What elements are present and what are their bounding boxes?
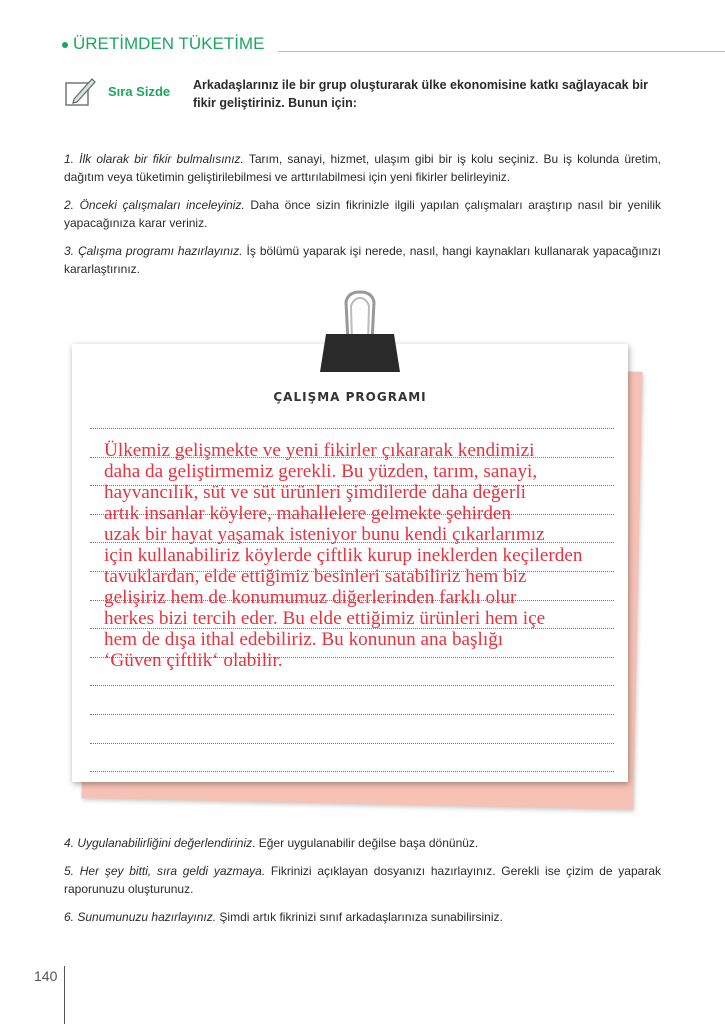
step-lead: 3. Çalışma programı hazırlayınız.: [64, 244, 243, 258]
step-3: [64, 242, 661, 278]
handwriting-line: herkes bizi tercih eder. Bu elde ettiğimiz ürünleri hem içe: [104, 608, 546, 629]
step-lead: 5. Her şey bitti, sıra geldi yazmaya.: [64, 864, 266, 878]
activity-intro: Arkadaşlarınız ile bir grup oluşturarak ülke ekonomisine katkı sağlayacak bir fikir geliştiriniz. Bunun için:: [193, 78, 649, 110]
handwriting-line: gelişiriz hem de konumumuz diğerlerinden farklı olur: [104, 587, 517, 608]
step-lead: 6. Sunumunuzu hazırlayınız.: [64, 910, 217, 924]
step-lead: 2. Önceki çalışmaları inceleyiniz.: [64, 198, 245, 212]
handwriting-line: Ülkemiz gelişmekte ve yeni fikirler çıkararak kendimizi: [104, 440, 535, 461]
handwriting-line: tavuklardan, elde ettiğimiz besinleri satabiliriz hem biz: [104, 566, 527, 587]
handwriting-line: için kullanabiliriz köylerde çiftlik kurup ineklerden keçilerden: [104, 545, 583, 566]
step-lead: 4. Uygulanabilirliğini değerlendiriniz: [64, 836, 253, 850]
step-text: . Eğer uygulanabilir değilse başa dönünüz.: [252, 836, 479, 850]
step-5: [64, 862, 661, 898]
handwriting-line: uzak bir hayat yaşamak isteniyor bunu kendi çıkarlarımız: [104, 524, 545, 545]
step-text: Şimdi artık fikrinizi sınıf arkadaşlarınıza sunabilirsiniz.: [216, 910, 503, 924]
dotted-writing-line: [90, 685, 614, 686]
dotted-writing-line: [90, 428, 614, 429]
dotted-writing-line: [90, 771, 614, 772]
pencil-note-icon: [64, 75, 96, 107]
bullet-icon: [62, 42, 68, 48]
card-title: ÇALIŞMA PROGRAMI: [273, 390, 427, 404]
step-2: [64, 196, 661, 232]
step-6: [64, 908, 661, 926]
handwriting-line: daha da geliştirmemiz gerekli. Bu yüzden, tarım, sanayi,: [104, 461, 538, 482]
work-program-card: [72, 344, 628, 782]
handwriting-line: artık insanlar köylere, mahallelere gelmekte şehirden: [104, 503, 512, 524]
section-header: [62, 34, 264, 54]
step-1: [64, 150, 661, 186]
step-lead: 1. İlk olarak bir fikir bulmalısınız.: [64, 152, 244, 166]
handwriting-line: hayvancılık, süt ve süt ürünleri şimdilerde daha değerli: [104, 482, 527, 503]
handwriting-line: ‘Güven çiftlik‘ olabilir.: [104, 650, 283, 671]
activity-label: Sıra Sizde: [108, 84, 171, 99]
handwritten-answer: [104, 440, 624, 671]
step-text: Tarım, sanayi, hizmet, ulaşım gibi bir iş kolu seçiniz. Bu iş kolunda üretim, dağıtım veya tüketimin geliştirilebilmesi ve arttırılabilmesi için yeni fikirler belirleyiniz.: [64, 152, 661, 184]
header-divider: [278, 51, 725, 52]
step-text: Daha önce sizin fikrinizle ilgili yapılan çalışmaları araştırıp nasıl bir yenilik yapacağınıza karar veriniz.: [64, 198, 661, 230]
page-number: 140: [34, 968, 58, 984]
handwriting-line: hem de dışa ithal edebiliriz. Bu konunun ana başlığı: [104, 629, 504, 650]
footer-divider: [64, 966, 65, 1024]
section-title: ÜRETİMDEN TÜKETİME: [73, 34, 265, 53]
dotted-writing-line: [90, 743, 614, 744]
step-4: [64, 834, 661, 852]
dotted-writing-line: [90, 714, 614, 715]
step-text: İş bölümü yaparak işi nerede, nasıl, hangi kaynakları kullanarak yapacağınızı kararlaştırınız.: [64, 244, 662, 276]
binder-clip-icon: [320, 290, 400, 372]
step-text: Fikrinizi açıklayan dosyanızı hazırlayınız. Gerekli ise çizim de yaparak raporunuzu oluşturunuz.: [64, 864, 661, 896]
